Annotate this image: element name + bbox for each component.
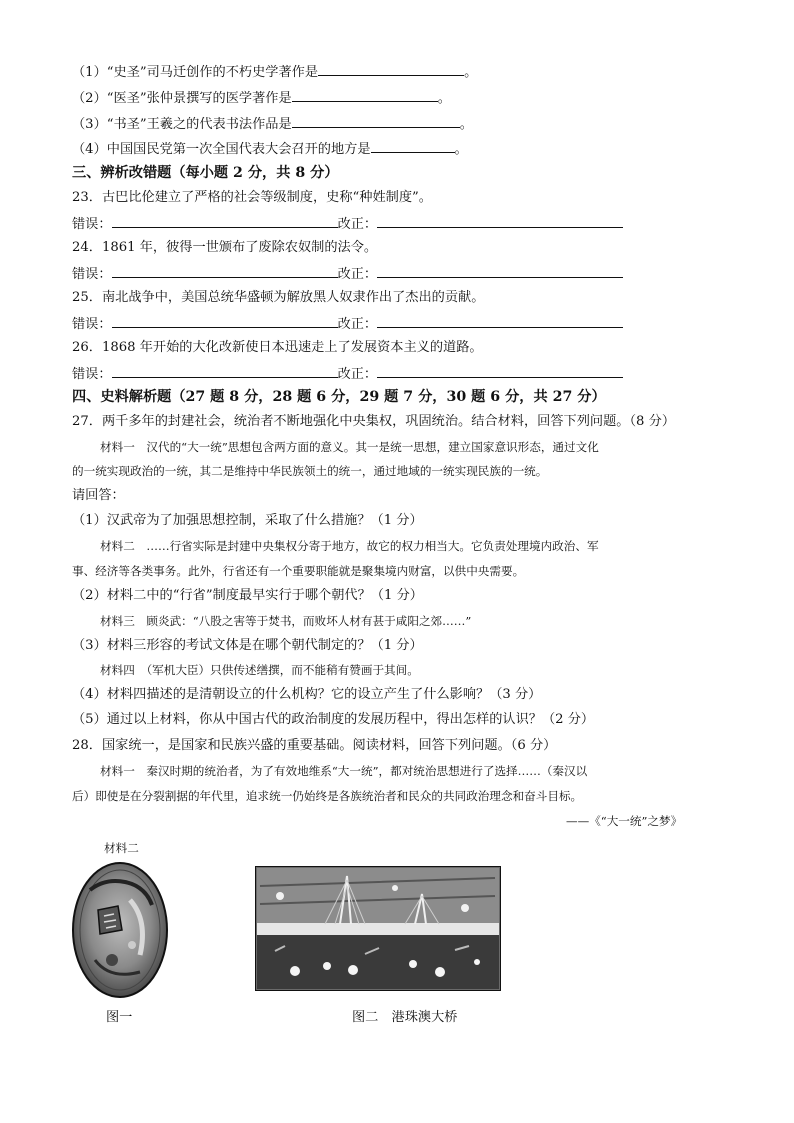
q27-material-2-line1: 材料二 ……行省实际是封建中央集权分寄于地方，故它的权力相当大。它负责处理境内政治、军 (100, 539, 599, 553)
q27-sub-5: （5）通过以上材料，你从中国古代的政治制度的发展历程中，得出怎样的认识？（2 分） (72, 712, 595, 727)
fix-blank[interactable] (377, 263, 623, 278)
error-label: 错误： (72, 317, 112, 332)
answer-blank[interactable] (318, 61, 464, 76)
error-label: 错误： (72, 267, 112, 282)
fix-label: 改正： (337, 267, 378, 282)
fix-label: 改正： (337, 317, 378, 332)
q27-material-4: 材料四 （军机大臣）只供传述缮撰，而不能稍有赞画于其间。 (100, 663, 419, 677)
fix-blank[interactable] (377, 363, 623, 378)
question-25: 25．南北战争中，美国总统华盛顿为解放黑人奴隶作出了杰出的贡献。 (72, 290, 485, 305)
fix-blank[interactable] (377, 213, 623, 228)
figure-2-caption: 图二 港珠澳大桥 (352, 1010, 458, 1025)
correction-row-24 (72, 263, 623, 285)
question-27-stem: 27．两千多年的封建社会，统治者不断地强化中央集权，巩固统治。结合材料，回答下列问题。（8 分） (72, 414, 676, 429)
question-28-stem: 28．国家统一，是国家和民族兴盛的重要基础。阅读材料，回答下列问题。（6 分） (72, 738, 557, 753)
q28-material-1-line2: 后）即使是在分裂割据的年代里，追求统一仍始终是各族统治者和民众的共同政治理念和奋斗目标。 (72, 789, 583, 803)
fix-blank[interactable] (377, 313, 623, 328)
question-26: 26．1868 年开始的大化改新使日本迅速走上了发展资本主义的道路。 (72, 340, 483, 355)
q27-sub-2: （2）材料二中的“行省”制度最早实行于哪个朝代？（1 分） (72, 588, 423, 603)
correction-row-23 (72, 213, 623, 235)
q28-material-2-label: 材料二 (104, 841, 139, 855)
fill-item-2: （2）“医圣”张仲景撰写的医学著作是 。 (72, 87, 451, 109)
coin-photo (70, 860, 170, 1000)
correction-row-26 (72, 363, 623, 385)
fix-label: 改正： (337, 217, 378, 232)
q28-material-1-line1: 材料一 秦汉时期的统治者，为了有效地维系“大一统”，都对统治思想进行了选择……（秦汉以 (100, 764, 588, 778)
error-blank[interactable] (112, 213, 338, 228)
q27-sub-4: （4）材料四描述的是清朝设立的什么机构？它的设立产生了什么影响？（3 分） (72, 687, 542, 702)
error-blank[interactable] (112, 313, 338, 328)
section-4-title: 四、史料解析题（27 题 8 分，28 题 6 分，29 题 7 分，30 题 6 分，共 27 分） (72, 389, 606, 405)
correction-row-25 (72, 313, 623, 335)
answer-blank[interactable] (292, 113, 460, 128)
figure-1-caption: 图一 (106, 1010, 133, 1025)
fill-item-3: （3）“书圣”王羲之的代表书法作品是 。 (72, 113, 473, 135)
q27-material-1-line1: 材料一 汉代的“大一统”思想包含两方面的意义。其一是统一思想，建立国家意识形态，通过文化 (100, 440, 599, 454)
fill-item-text: （3）“书圣”王羲之的代表书法作品是 (72, 117, 292, 132)
q27-sub-3: （3）材料三形容的考试文体是在哪个朝代制定的？（1 分） (72, 638, 423, 653)
answer-blank[interactable] (292, 87, 438, 102)
fill-item-text: （2）“医圣”张仲景撰写的医学著作是 (72, 91, 292, 106)
answer-blank[interactable] (371, 138, 455, 153)
fill-item-text: （1）“史圣”司马迁创作的不朽史学著作是 (72, 65, 319, 80)
question-24: 24．1861 年，彼得一世颁布了废除农奴制的法令。 (72, 240, 378, 255)
error-blank[interactable] (112, 263, 338, 278)
error-label: 错误： (72, 217, 112, 232)
q27-material-2-line2: 事、经济等各类事务。此外，行省还有一个重要职能就是聚集境内财富，以供中央需要。 (72, 564, 525, 578)
q28-material-source: ——《“大一统”之梦》 (566, 814, 683, 828)
error-blank[interactable] (112, 363, 338, 378)
fill-item-1: （1）“史圣”司马迁创作的不朽史学著作是 。 (72, 61, 477, 83)
q27-sub-1: （1）汉武帝为了加强思想控制，采取了什么措施？（1 分） (72, 513, 423, 528)
answer-prompt: 请回答： (72, 488, 125, 503)
q27-material-3: 材料三 顾炎武：“八股之害等于焚书，而败坏人材有甚于咸阳之郊……” (100, 614, 472, 628)
fill-item-text: （4）中国国民党第一次全国代表大会召开的地方是 (72, 142, 371, 157)
bridge-photo (255, 866, 501, 991)
error-label: 错误： (72, 367, 112, 382)
section-3-title: 三、辨析改错题（每小题 2 分，共 8 分） (72, 165, 339, 181)
fix-label: 改正： (337, 367, 378, 382)
fill-item-4: （4）中国国民党第一次全国代表大会召开的地方是 。 (72, 138, 468, 160)
q27-material-1-line2: 的一统实现政治的一统，其二是维持中华民族领土的统一，通过地域的一统实现民族的一统。 (72, 464, 548, 478)
question-23: 23．古巴比伦建立了严格的社会等级制度，史称“种姓制度”。 (72, 190, 432, 205)
